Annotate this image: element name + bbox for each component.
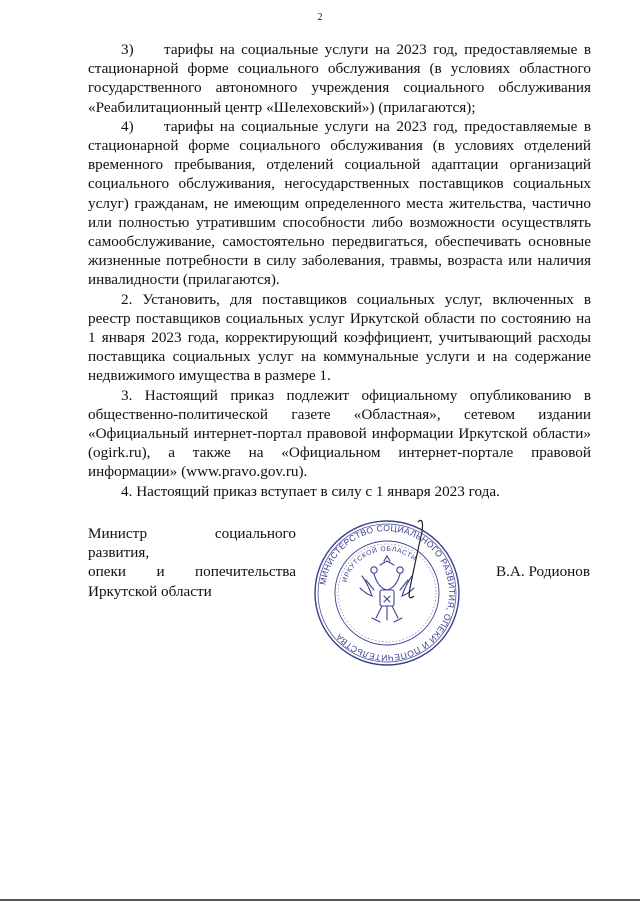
list-item bbox=[88, 40, 591, 117]
svg-text:ИРКУТСКОЙ ОБЛАСТИ bbox=[341, 545, 417, 583]
list-item-number: 3) bbox=[121, 41, 134, 58]
signatory-position bbox=[88, 524, 296, 601]
coat-of-arms-icon bbox=[360, 556, 414, 622]
list-item-number: 4) bbox=[121, 117, 134, 135]
list-item-text: тарифы на социальные услуги на 2023 год, предоставляемые в стационарной форме социального обслуживания (в условиях отделений временного пребывания, отделений социальной адаптации организаций социального обслуживания, негосударственных поставщиков социальных услуг) гражданам, не имеющим определенного места жительства, частично или полностью утратившим способности либо возможности осуществлять самообслуживание, самостоятельно передвигаться, обеспечивать основные жизненные потребности в силу заболевания, травмы, возраста или наличия инвалидности (прилагаются). bbox=[88, 117, 591, 289]
seal-outer-text: МИНИСТЕРСТВО СОЦИАЛЬНОГО РАЗВИТИЯ, ОПЕКИ И ПОПЕЧИТЕЛЬСТВА bbox=[317, 522, 458, 664]
signatory-position-line: Министр социального развития, bbox=[88, 525, 296, 562]
list-item-text: тарифы на социальные услуги на 2023 год, предоставляемые в стационарной форме социального обслуживания (в условиях областного государственного автономного учреждения социального обслуживания «Реабилитационный центр «Шелеховский») (прилагаются); bbox=[88, 41, 591, 116]
official-seal-icon bbox=[312, 518, 462, 668]
paragraph-coefficient: 2. Установить, для поставщиков социальных услуг, включенных в реестр поставщиков социальных услуг Иркутской области по состоянию на 1 января 2023 года, корректирующий коэффициент, учитывающий расходы поставщика социальных услуг на коммунальные услуги и на содержание недвижимого имущества в размере 1. bbox=[88, 290, 591, 385]
seal-inner-text: ИРКУТСКОЙ ОБЛАСТИ bbox=[341, 545, 418, 584]
document-body bbox=[88, 40, 591, 501]
page-number: 2 bbox=[317, 12, 323, 23]
paragraph-publication: 3. Настоящий приказ подлежит официальному опубликованию в общественно-политической газете «Областная», сетевом издании «Официальный интернет-портал правовой информации Иркутской области» (ogirk.ru), а также на «Официальном интернет-портале правовой информации» (www.pravo.gov.ru). bbox=[88, 386, 591, 481]
list-item bbox=[88, 117, 591, 290]
paragraph-effective-date: 4. Настоящий приказ вступает в силу с 1 января 2023 года. bbox=[121, 482, 500, 500]
signatory-name: В.А. Родионов bbox=[496, 563, 591, 580]
signatory-position-line: Иркутской области bbox=[88, 582, 212, 600]
page-edge-divider bbox=[0, 899, 640, 901]
signatory-position-line: опеки и попечительства bbox=[88, 563, 296, 581]
